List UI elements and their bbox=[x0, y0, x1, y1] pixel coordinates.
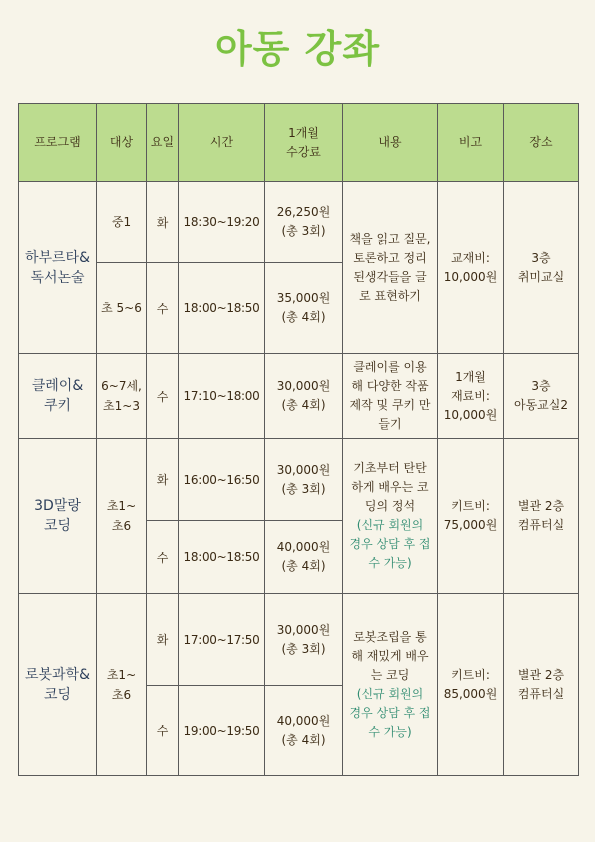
program-name: 하부르타& 독서논술 bbox=[19, 182, 97, 354]
fee-cell: 30,000원 (총 3회) bbox=[265, 594, 343, 686]
content-cell bbox=[343, 354, 438, 439]
content-note: (신규 회원의 경우 상담 후 접 수 가능) bbox=[349, 518, 431, 570]
table-row bbox=[19, 594, 579, 686]
fee-cell: 26,250원 (총 3회) bbox=[265, 182, 343, 263]
content-text: 책을 읽고 질문, 토론하고 정리 된생각들을 글 로 표현하기 bbox=[349, 231, 431, 303]
fee-cell: 35,000원 (총 4회) bbox=[265, 263, 343, 354]
time-cell: 18:00~18:50 bbox=[179, 521, 265, 594]
table-row bbox=[19, 182, 579, 263]
header-remark: 비고 bbox=[438, 104, 504, 182]
header-program: 프로그램 bbox=[19, 104, 97, 182]
place-cell: 별관 2층 컴퓨터실 bbox=[504, 439, 579, 594]
place-cell: 별관 2층 컴퓨터실 bbox=[504, 594, 579, 776]
header-target: 대상 bbox=[97, 104, 147, 182]
content-text: 로봇조립을 통 해 재밌게 배우 는 코딩 bbox=[351, 629, 429, 682]
day-cell: 수 bbox=[147, 263, 179, 354]
content-cell bbox=[343, 439, 438, 594]
header-content: 내용 bbox=[343, 104, 438, 182]
header-place: 장소 bbox=[504, 104, 579, 182]
day-cell: 수 bbox=[147, 686, 179, 776]
page-title: 아동 강좌 bbox=[214, 27, 381, 71]
header-fee: 1개월 수강료 bbox=[265, 104, 343, 182]
table-row bbox=[19, 354, 579, 439]
time-cell: 18:00~18:50 bbox=[179, 263, 265, 354]
target-cell: 초1~ 초6 bbox=[97, 439, 147, 594]
content-text: 기초부터 탄탄 하게 배우는 코 딩의 정석 bbox=[351, 461, 429, 513]
target-cell: 초1~ 초6 bbox=[97, 594, 147, 776]
remark-cell: 키트비: 75,000원 bbox=[438, 439, 504, 594]
remark-cell: 교재비: 10,000원 bbox=[438, 182, 504, 354]
fee-cell: 40,000원 (총 4회) bbox=[265, 686, 343, 776]
fee-cell: 30,000원 (총 4회) bbox=[265, 354, 343, 439]
table-row bbox=[19, 439, 579, 521]
header-day: 요일 bbox=[147, 104, 179, 182]
day-cell: 수 bbox=[147, 521, 179, 594]
header-time: 시간 bbox=[179, 104, 265, 182]
program-name: 로봇과학& 코딩 bbox=[19, 594, 97, 776]
target-cell: 중1 bbox=[97, 182, 147, 263]
schedule-table bbox=[18, 103, 579, 776]
place-cell: 3층 아동교실2 bbox=[504, 354, 579, 439]
fee-cell: 30,000원 (총 3회) bbox=[265, 439, 343, 521]
program-name: 클레이& 쿠키 bbox=[19, 354, 97, 439]
time-cell: 18:30~19:20 bbox=[179, 182, 265, 263]
place-cell: 3층 취미교실 bbox=[504, 182, 579, 354]
time-cell: 17:00~17:50 bbox=[179, 594, 265, 686]
content-cell bbox=[343, 182, 438, 354]
target-cell: 초 5~6 bbox=[97, 263, 147, 354]
fee-cell: 40,000원 (총 4회) bbox=[265, 521, 343, 594]
time-cell: 16:00~16:50 bbox=[179, 439, 265, 521]
remark-cell: 키트비: 85,000원 bbox=[438, 594, 504, 776]
day-cell: 화 bbox=[147, 594, 179, 686]
content-text: 클레이를 이용 해 다양한 작품 제작 및 쿠키 만 들기 bbox=[349, 360, 431, 431]
header-row bbox=[19, 104, 579, 182]
content-cell bbox=[343, 594, 438, 776]
time-cell: 19:00~19:50 bbox=[179, 686, 265, 776]
content-note: (신규 회원의 경우 상담 후 접 수 가능) bbox=[349, 686, 431, 739]
time-cell: 17:10~18:00 bbox=[179, 354, 265, 439]
program-name: 3D말랑 코딩 bbox=[19, 439, 97, 594]
target-cell: 6~7세, 초1~3 bbox=[97, 354, 147, 439]
remark-cell: 1개월 재료비: 10,000원 bbox=[438, 354, 504, 439]
day-cell: 화 bbox=[147, 182, 179, 263]
day-cell: 수 bbox=[147, 354, 179, 439]
day-cell: 화 bbox=[147, 439, 179, 521]
